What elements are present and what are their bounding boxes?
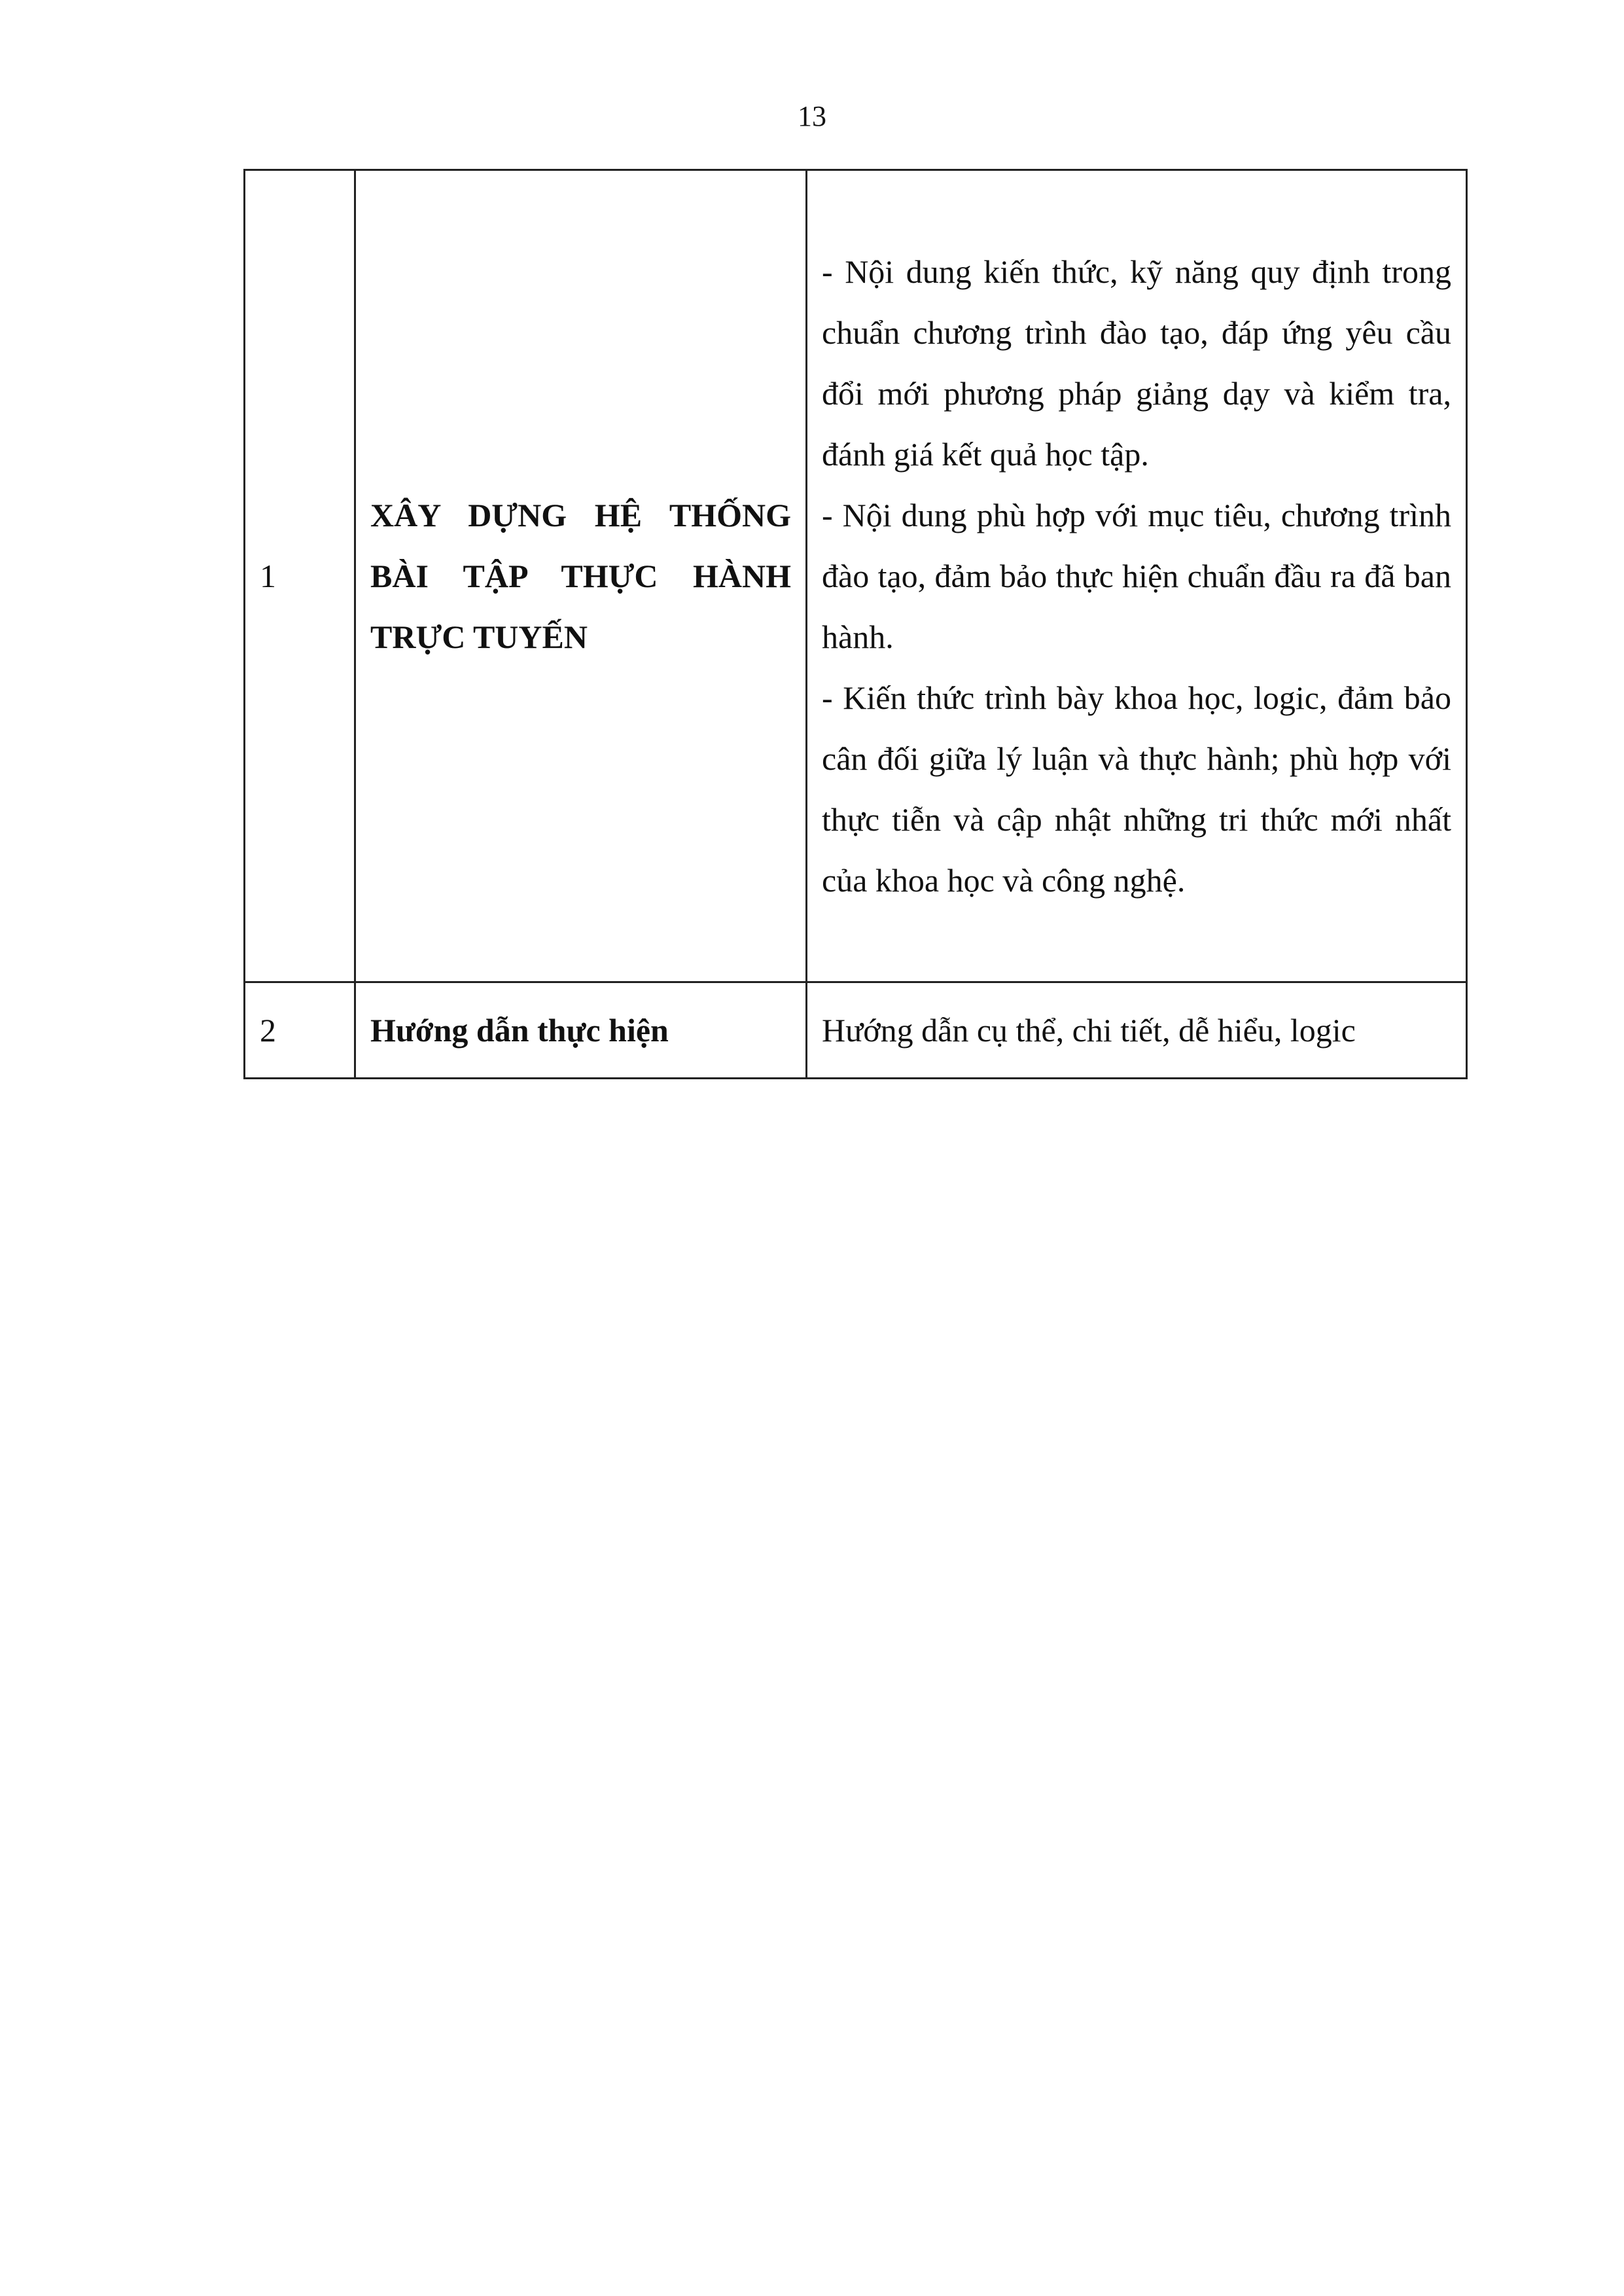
table-row	[245, 170, 1467, 982]
criterion-title-line: BÀI TẬP THỰC HÀNH	[370, 557, 791, 594]
criterion-title: Hướng dẫn thực hiện	[355, 982, 807, 1079]
description-paragraph: - Nội dung kiến thức, kỹ năng quy định trong chuẩn chương trình đào tạo, đáp ứng yêu cầu đổi mới phương pháp giảng dạy và kiểm tra, đánh giá kết quả học tập.	[822, 253, 1451, 473]
description-paragraph: - Kiến thức trình bày khoa học, logic, đảm bảo cân đối giữa lý luận và thực hành; phù hợp với thực tiễn và cập nhật những tri thức mới nhất của khoa học và công nghệ.	[822, 679, 1451, 899]
criterion-description: Hướng dẫn cụ thể, chi tiết, dễ hiểu, logic	[807, 982, 1467, 1079]
description-paragraph: - Nội dung phù hợp với mục tiêu, chương trình đào tạo, đảm bảo thực hiện chuẩn đầu ra đã ban hành.	[822, 496, 1451, 655]
row-number: 1	[245, 170, 355, 982]
table-row	[245, 982, 1467, 1079]
criterion-title	[355, 170, 807, 982]
row-number: 2	[245, 982, 355, 1079]
criterion-description	[807, 170, 1467, 982]
criterion-title-line: XÂY DỰNG HỆ THỐNG	[370, 496, 791, 533]
page-number: 13	[798, 100, 826, 132]
criteria-table	[243, 169, 1468, 1079]
criterion-title-line: TRỰC TUYẾN	[370, 618, 588, 655]
